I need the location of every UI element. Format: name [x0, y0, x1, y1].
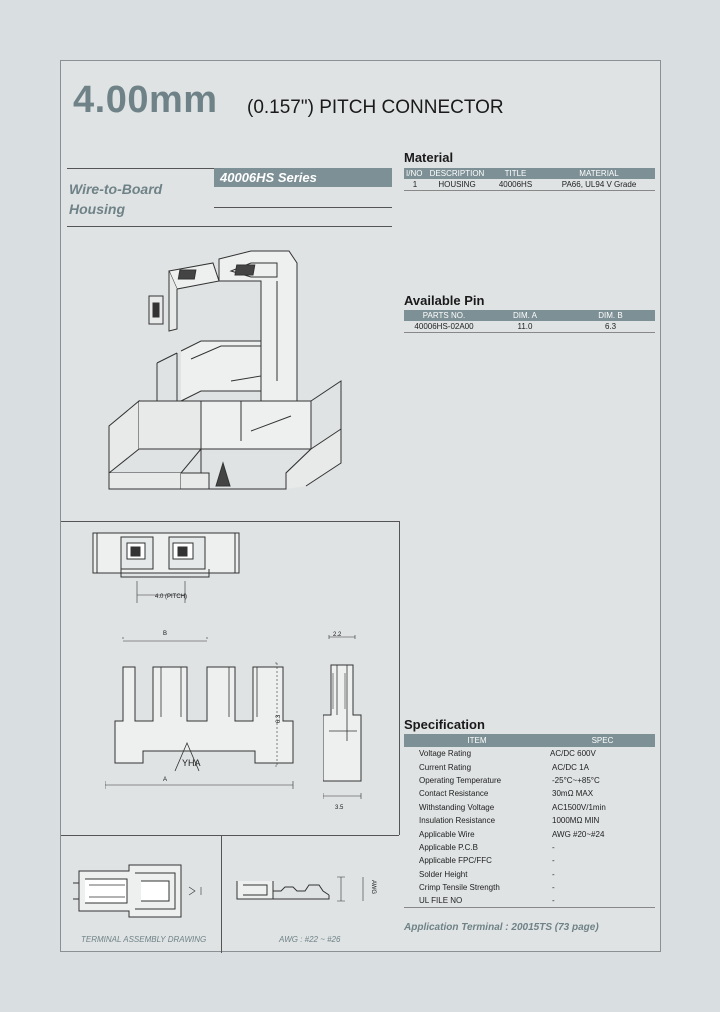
category-line-1: Wire-to-Board: [69, 181, 163, 197]
divider: [399, 521, 400, 835]
material-header-row: [404, 168, 655, 179]
spec-value: AC/DC 1A: [552, 762, 589, 772]
spec-value: AC1500V/1min: [552, 802, 606, 812]
page-title: 4.00mm: [73, 79, 218, 121]
cell: 1: [404, 179, 426, 190]
spec-item: Applicable FPC/FFC: [419, 856, 492, 866]
front-view-drawing: [105, 631, 305, 811]
awg-label: AWG: [370, 879, 377, 895]
col-dim-a: DIM. A: [484, 310, 566, 321]
dim-b-label: B: [163, 631, 168, 637]
table-row: [404, 747, 655, 760]
material-heading: Material: [404, 150, 454, 165]
table-row: [404, 827, 655, 840]
spec-value: -: [550, 894, 655, 907]
cell: PA66, UL94 V Grade: [543, 179, 655, 190]
category-label: [69, 179, 399, 219]
available-pin-table: [404, 310, 655, 333]
cell: 6.3: [566, 321, 655, 332]
spec-value: -: [552, 842, 555, 852]
spec-value: -25°C~+85°C: [552, 775, 600, 785]
col-item: ITEM: [404, 734, 550, 747]
awg-range-caption: AWG : #22 ~ #26: [279, 935, 341, 944]
spec-item: UL FILE NO: [404, 894, 550, 907]
terminal-assembly-drawing: [69, 851, 209, 931]
col-ino: I/NO: [404, 168, 426, 179]
table-row: [404, 854, 655, 867]
spec-value: 1000MΩ MIN: [552, 816, 600, 826]
spec-item: Insulation Resistance: [419, 816, 496, 826]
spec-header-row: [404, 734, 655, 747]
terminal-assembly-caption: TERMINAL ASSEMBLY DRAWING: [81, 935, 207, 944]
table-row: [404, 868, 655, 881]
col-dim-b: DIM. B: [566, 310, 655, 321]
spec-item: Voltage Rating: [419, 749, 472, 759]
table-row: [404, 760, 655, 773]
side-view-drawing: [323, 631, 383, 811]
housing-3d-drawing: [101, 241, 361, 501]
col-parts-no: PARTS NO.: [404, 310, 484, 321]
spec-value: AWG #20~#24: [552, 829, 605, 839]
table-row: [404, 894, 655, 907]
cell: 40006HS-02A00: [404, 321, 484, 332]
table-row: [404, 841, 655, 854]
dim-63-label: 6.3: [276, 714, 283, 724]
spec-value: 30mΩ MAX: [552, 789, 594, 799]
table-row: [404, 787, 655, 800]
spec-item: Solder Height: [419, 869, 468, 879]
divider: [214, 207, 392, 208]
col-material: MATERIAL: [543, 168, 655, 179]
col-title: TITLE: [488, 168, 543, 179]
divider: [61, 521, 399, 522]
table-row: [404, 179, 655, 190]
specification-table: [404, 734, 655, 908]
specification-heading: Specification: [404, 717, 485, 732]
spec-item: Current Rating: [419, 762, 472, 772]
cell: 11.0: [484, 321, 566, 332]
table-row: [404, 814, 655, 827]
col-description: DESCRIPTION: [426, 168, 488, 179]
spec-item: Operating Temperature: [419, 775, 502, 785]
series-label: 40006HS Series: [214, 168, 392, 187]
spec-value: AC/DC 600V: [550, 749, 596, 759]
col-spec: SPEC: [550, 734, 655, 747]
pin-header-row: [404, 310, 655, 321]
table-row: [404, 774, 655, 787]
spec-value: -: [552, 883, 555, 893]
spec-item: Contact Resistance: [419, 789, 489, 799]
table-row: [404, 881, 655, 894]
divider: [61, 835, 399, 836]
spec-item: Applicable P.C.B: [419, 842, 478, 852]
spec-value: -: [552, 869, 555, 879]
spec-item: Withstanding Voltage: [419, 802, 495, 812]
spec-value: -: [552, 856, 555, 866]
table-row: [404, 321, 655, 332]
cell: HOUSING: [426, 179, 488, 190]
pitch-label: 4.0 (PITCH): [155, 594, 188, 600]
available-pin-heading: Available Pin: [404, 293, 485, 308]
divider: [67, 226, 392, 227]
category-line-2: Housing: [69, 201, 125, 217]
page-subtitle: (0.157") PITCH CONNECTOR: [247, 97, 504, 118]
marking-label: YHA: [182, 758, 201, 768]
spec-item: Crimp Tensile Strength: [419, 883, 500, 893]
divider: [221, 835, 222, 953]
dim-a-label: A: [163, 777, 168, 783]
spec-sheet: [60, 60, 661, 952]
dim-22-label: 2.2: [333, 632, 342, 638]
cell: 40006HS: [488, 179, 543, 190]
material-table: [404, 168, 655, 191]
terminal-drawing: [233, 871, 383, 911]
dim-35-label: 3.5: [335, 805, 344, 811]
table-row: [404, 801, 655, 814]
application-terminal-note: Application Terminal : 20015TS (73 page): [404, 922, 599, 933]
spec-item: Applicable Wire: [419, 829, 475, 839]
